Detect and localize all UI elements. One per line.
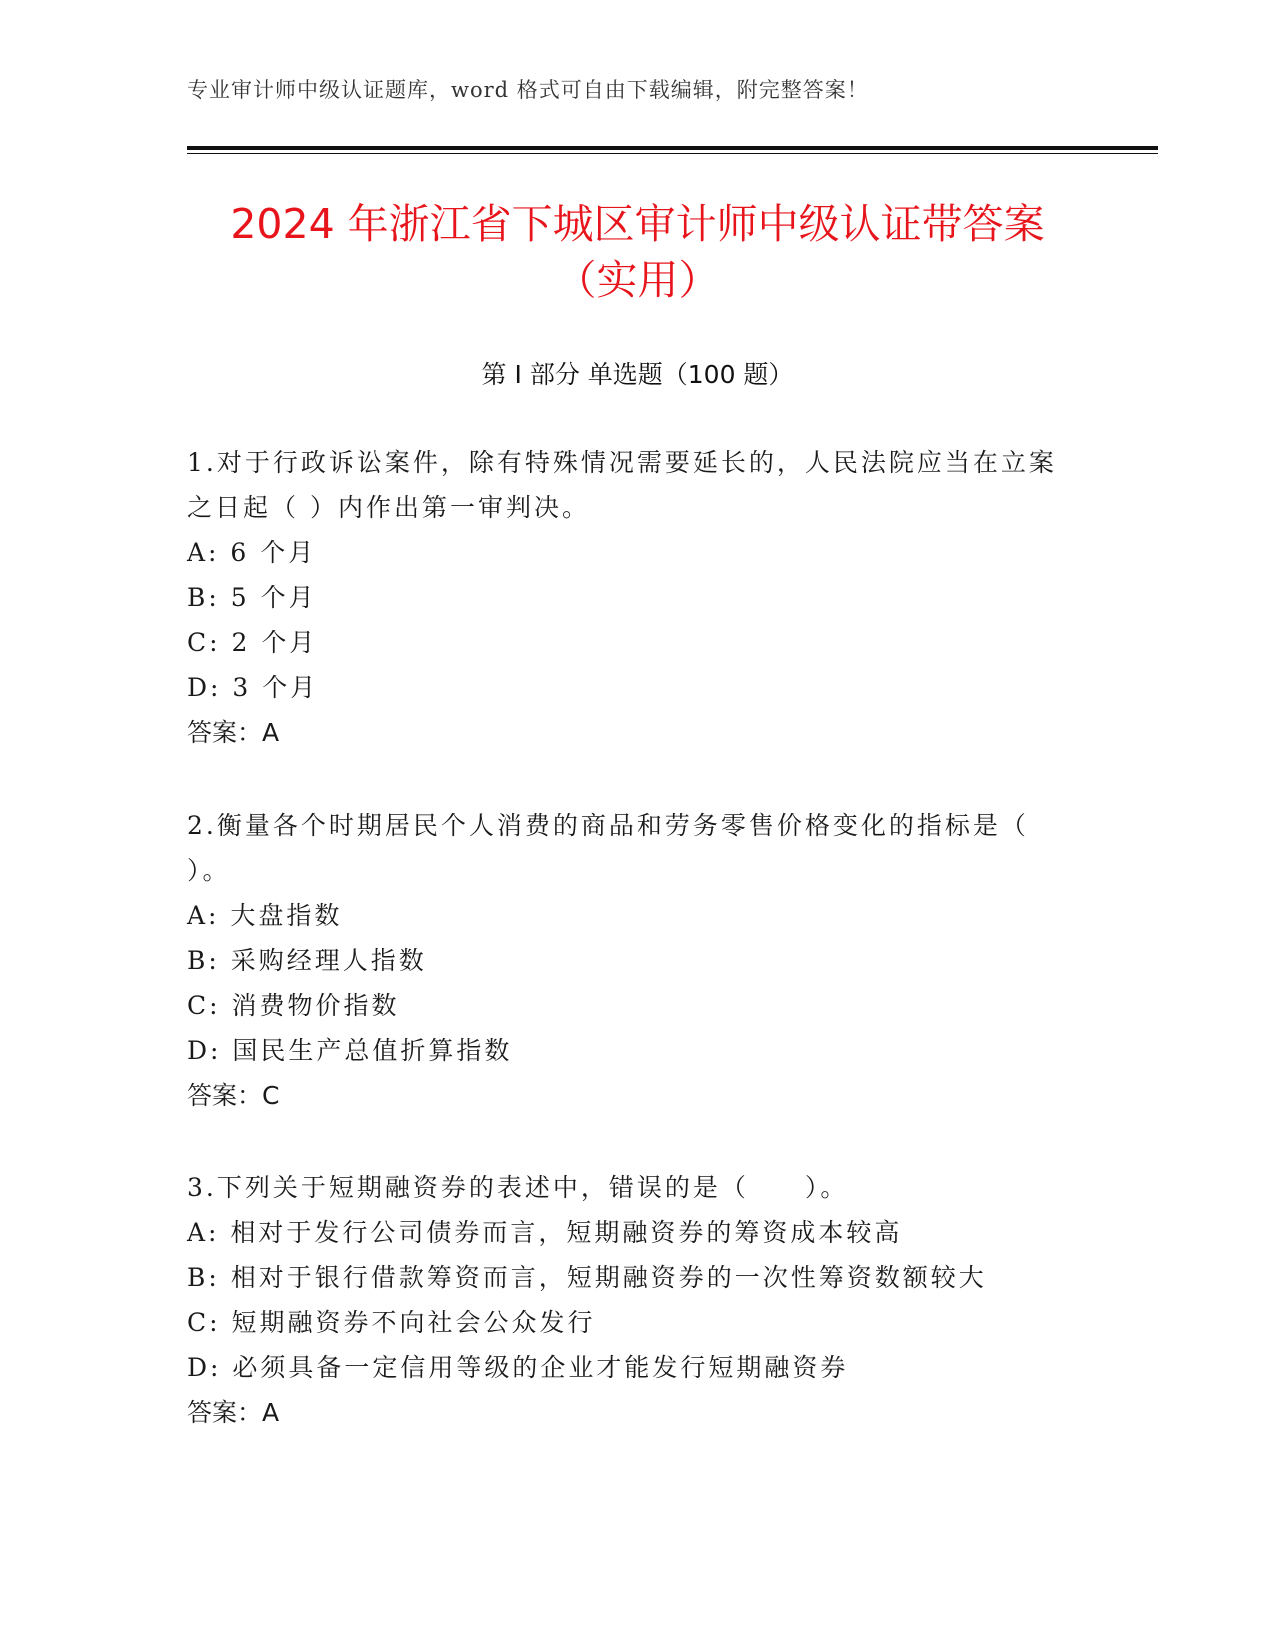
document-title-line2: （实用） <box>555 256 720 304</box>
question-stem: 2.衡量各个时期居民个人消费的商品和劳务零售价格变化的指标是（ ）。 <box>187 811 1029 885</box>
section-title: 第 I 部分 单选题（100 题） <box>481 360 794 389</box>
option-c: C: 短期融资券不向社会公众发行 <box>187 1308 596 1337</box>
header-note: 专业审计师中级认证题库，word 格式可自由下载编辑，附完整答案！ <box>187 78 869 102</box>
question-stem: 1.对于行政诉讼案件，除有特殊情况需要延长的，人民法院应当在立案之日起（ ）内作出第一审判决。 <box>187 448 1057 522</box>
document-title-line1: 2024 年浙江省下城区审计师中级认证带答案 <box>230 200 1045 248</box>
option-d: D: 国民生产总值折算指数 <box>187 1036 513 1065</box>
document-title <box>150 196 1125 308</box>
answer: 答案：C <box>187 1081 280 1110</box>
option-b: B: 采购经理人指数 <box>187 946 427 975</box>
option-c: C: 2 个月 <box>187 628 318 657</box>
header-rule-thin <box>187 153 1158 154</box>
question-stem: 3.下列关于短期融资券的表述中，错误的是（ ）。 <box>187 1173 849 1202</box>
option-a: A: 相对于发行公司债券而言，短期融资券的筹资成本较高 <box>187 1218 903 1247</box>
option-d: D: 必须具备一定信用等级的企业才能发行短期融资券 <box>187 1353 849 1382</box>
answer: 答案：A <box>187 1398 280 1427</box>
option-d: D: 3 个月 <box>187 673 319 702</box>
question-2 <box>187 803 1067 1118</box>
option-b: B: 5 个月 <box>187 583 317 612</box>
question-1 <box>187 440 1067 755</box>
question-3 <box>187 1165 1067 1435</box>
answer: 答案：A <box>187 718 280 747</box>
header-rule-thick <box>187 146 1158 150</box>
option-b: B: 相对于银行借款筹资而言，短期融资券的一次性筹资数额较大 <box>187 1263 987 1292</box>
option-a: A: 6 个月 <box>187 538 317 567</box>
option-c: C: 消费物价指数 <box>187 991 400 1020</box>
option-a: A: 大盘指数 <box>187 901 343 930</box>
